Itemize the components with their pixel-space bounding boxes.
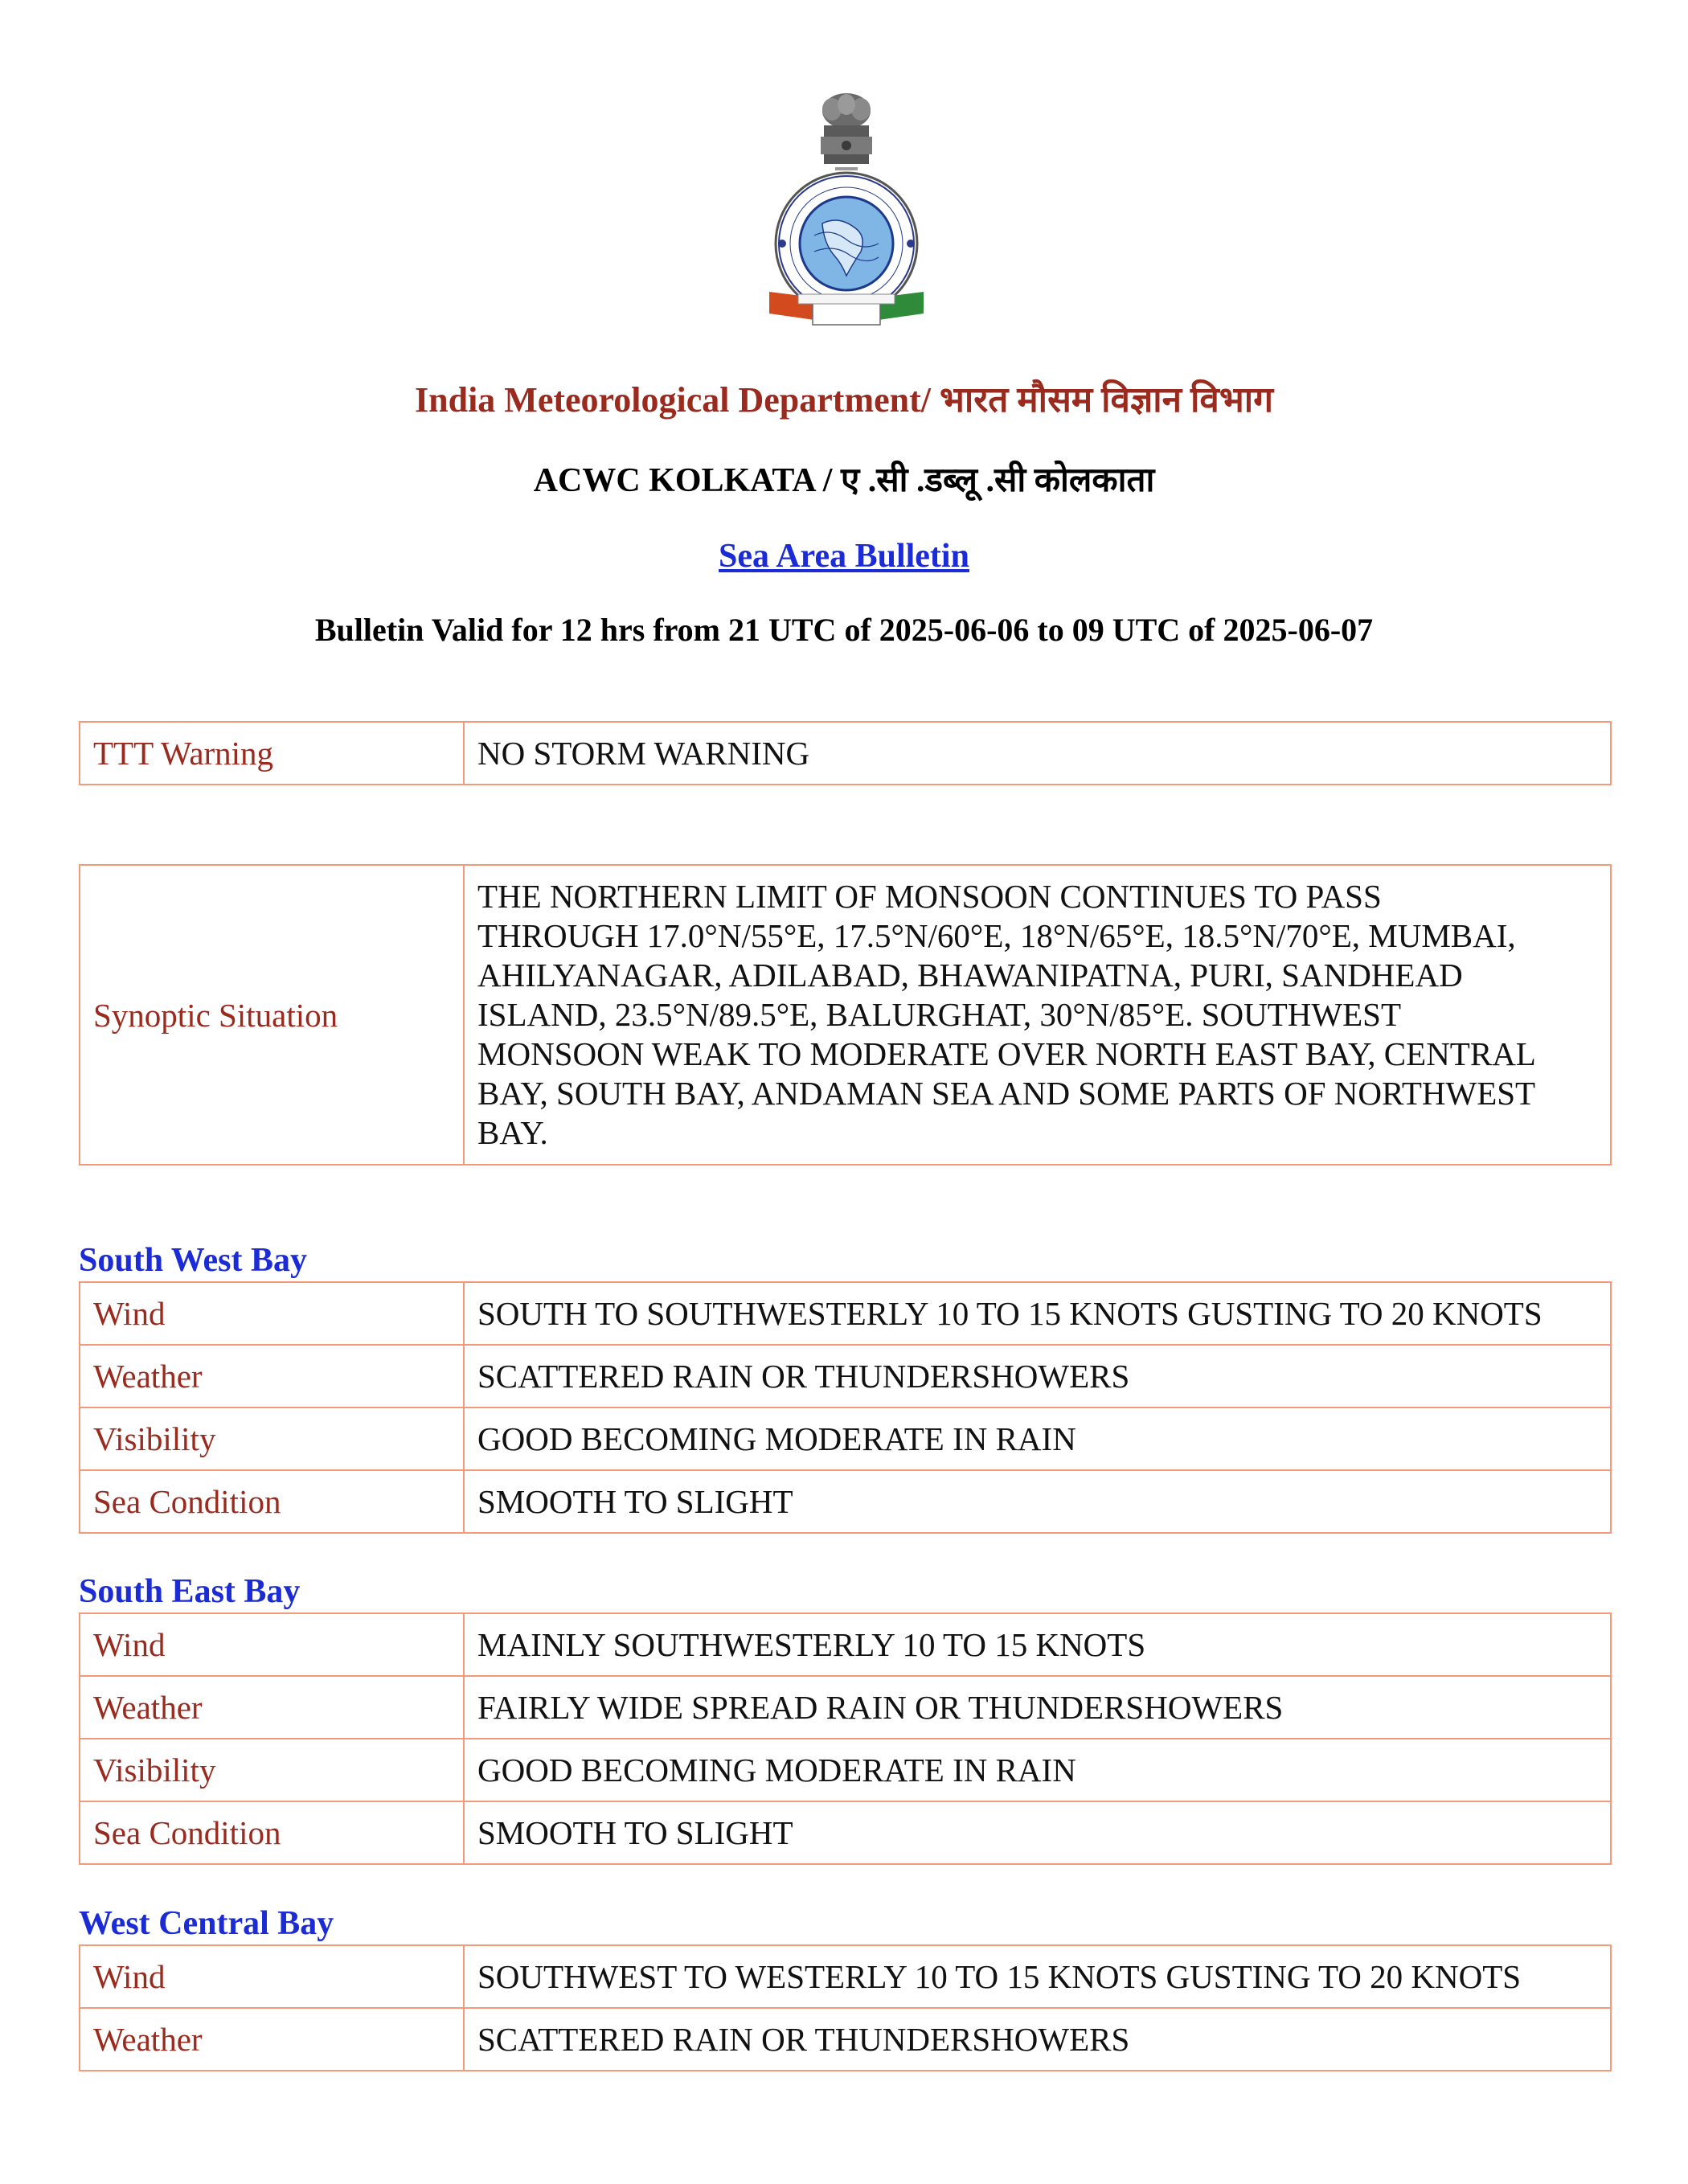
imd-emblem-icon (766, 87, 927, 328)
row-label: Weather (80, 1676, 464, 1739)
office-title: ACWC KOLKATA / ए .सी .डब्लू .सी कोलकाता (533, 462, 1155, 499)
table-row (80, 722, 1611, 785)
row-label: Weather (80, 2008, 464, 2071)
table-row (80, 1408, 1611, 1470)
table-row (80, 1945, 1611, 2008)
row-value: SMOOTH TO SLIGHT (464, 1801, 1611, 1864)
table-row (80, 2008, 1611, 2071)
ttt-label: TTT Warning (80, 722, 464, 785)
validity-text: Bulletin Valid for 12 hrs from 21 UTC of 2025-06-06 to 09 UTC of 2025-06-07 (314, 612, 1374, 648)
lion-capital-icon (821, 93, 872, 170)
row-value: SOUTHWEST TO WESTERLY 10 TO 15 KNOTS GUSTING TO 20 KNOTS (464, 1945, 1611, 2008)
west-central-bay-table (79, 1944, 1612, 2071)
imd-seal-icon (776, 173, 917, 314)
row-label: Wind (80, 1282, 464, 1345)
row-label: Wind (80, 1613, 464, 1676)
synoptic-line: AHILYANAGAR, ADILABAD, BHAWANIPATNA, PURI, SANDHEAD (477, 957, 1463, 994)
row-label: Weather (80, 1345, 464, 1408)
synoptic-line: THROUGH 17.0°N/55°E, 17.5°N/60°E, 18°N/65°E, 18.5°N/70°E, MUMBAI, (477, 917, 1516, 954)
bulletin-title (0, 534, 1688, 579)
south-east-bay-table (79, 1612, 1612, 1865)
row-value: FAIRLY WIDE SPREAD RAIN OR THUNDERSHOWERS (464, 1676, 1611, 1739)
synoptic-line: MONSOON WEAK TO MODERATE OVER NORTH EAST BAY, CENTRAL (477, 1035, 1536, 1072)
table-row (80, 1282, 1611, 1345)
section-title-west-central-bay: West Central Bay (79, 1905, 334, 1942)
synoptic-line: BAY. (477, 1114, 548, 1151)
table-row (80, 1613, 1611, 1676)
table-row (80, 1739, 1611, 1801)
section-title-south-west-bay: South West Bay (79, 1242, 307, 1279)
synoptic-line: ISLAND, 23.5°N/89.5°E, BALURGHAT, 30°N/85°E. SOUTHWEST (477, 996, 1402, 1033)
table-row (80, 1470, 1611, 1533)
table-row (80, 1801, 1611, 1864)
table-row (80, 1345, 1611, 1408)
ribbon-icon (769, 292, 924, 325)
ttt-warning-table (79, 721, 1612, 785)
row-value: MAINLY SOUTHWESTERLY 10 TO 15 KNOTS (464, 1613, 1611, 1676)
row-label: Visibility (80, 1739, 464, 1801)
row-value: GOOD BECOMING MODERATE IN RAIN (464, 1739, 1611, 1801)
table-row (80, 865, 1611, 1165)
synoptic-label: Synoptic Situation (80, 865, 464, 1165)
row-value: SOUTH TO SOUTHWESTERLY 10 TO 15 KNOTS GUSTING TO 20 KNOTS (464, 1282, 1611, 1345)
ttt-value: NO STORM WARNING (464, 722, 1611, 785)
synoptic-line: BAY, SOUTH BAY, ANDAMAN SEA AND SOME PARTS OF NORTHWEST (477, 1075, 1536, 1112)
row-value: SCATTERED RAIN OR THUNDERSHOWERS (464, 2008, 1611, 2071)
synoptic-line: THE NORTHERN LIMIT OF MONSOON CONTINUES TO PASS (477, 878, 1382, 915)
section-title-south-east-bay: South East Bay (79, 1573, 301, 1610)
department-title: India Meteorological Department/ भारत मौसम विज्ञान विभाग (415, 380, 1273, 420)
row-value: GOOD BECOMING MODERATE IN RAIN (464, 1408, 1611, 1470)
row-label: Wind (80, 1945, 464, 2008)
bulletin-title-link[interactable]: Sea Area Bulletin (719, 538, 969, 575)
row-label: Sea Condition (80, 1470, 464, 1533)
table-row (80, 1676, 1611, 1739)
south-west-bay-table (79, 1281, 1612, 1534)
row-value: SMOOTH TO SLIGHT (464, 1470, 1611, 1533)
row-label: Visibility (80, 1408, 464, 1470)
row-value: SCATTERED RAIN OR THUNDERSHOWERS (464, 1345, 1611, 1408)
row-label: Sea Condition (80, 1801, 464, 1864)
synoptic-value (464, 865, 1611, 1165)
synoptic-table (79, 864, 1612, 1166)
imd-logo (766, 87, 927, 328)
